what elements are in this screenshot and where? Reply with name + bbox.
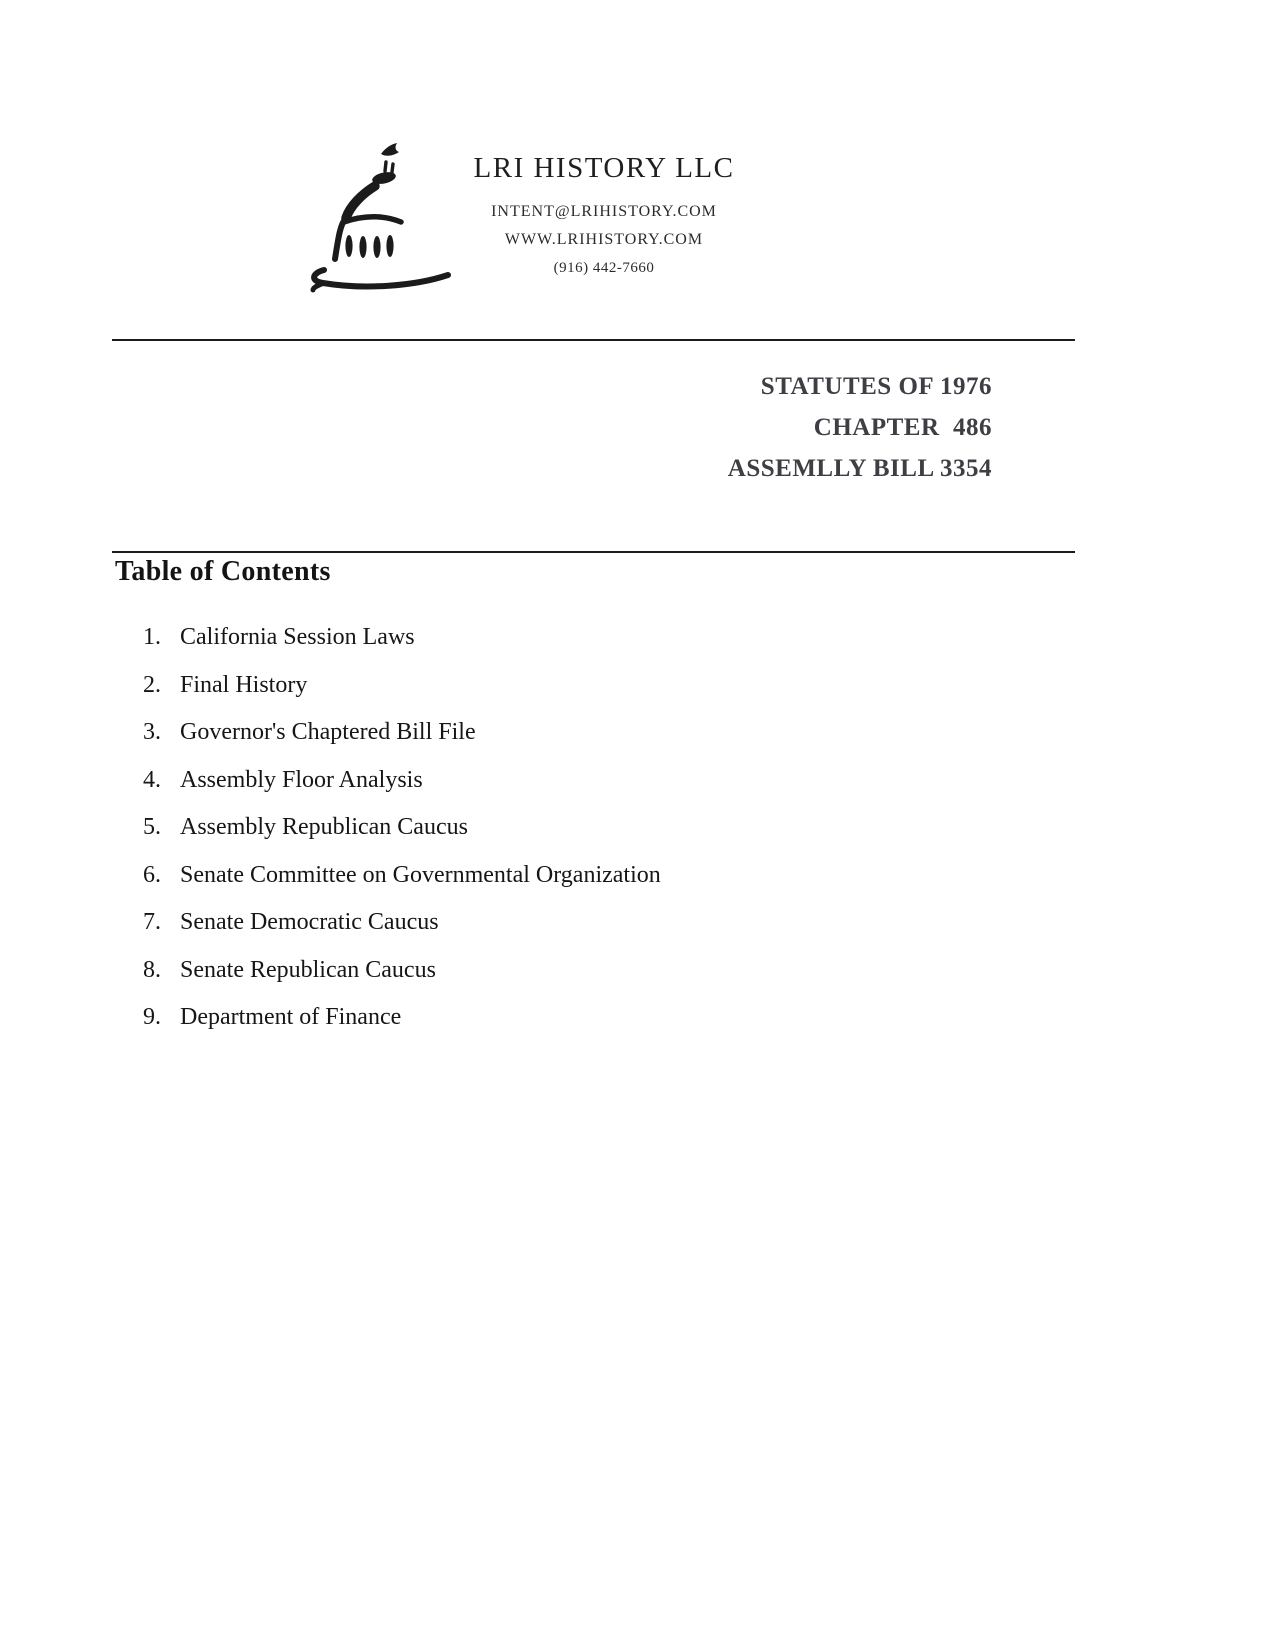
chapter-line: CHAPTER 486 [813,414,992,441]
toc-item-number: 1. [143,624,161,650]
divider-top [112,339,1075,341]
toc-item-number: 3. [143,719,161,745]
letterhead-text [420,152,788,282]
toc-list [143,622,661,1050]
toc-item-number: 2. [143,671,161,698]
toc-item-number: 5. [143,814,161,840]
divider-bottom [112,551,1075,553]
toc-item-label: Department of Finance [180,1004,402,1030]
toc-item-number: 9. [143,1004,161,1030]
toc-item-label: Senate Democratic Caucus [180,909,439,935]
bill-line: ASSEMLLY BILL 3354 [727,455,992,482]
toc-item-label: Assembly Floor Analysis [180,766,423,793]
toc-item-label: Assembly Republican Caucus [180,814,468,840]
toc-item-label: Senate Committee on Governmental Organization [180,861,661,888]
toc-title: Table of Contents [115,556,331,587]
toc-item-label: Senate Republican Caucus [180,956,436,983]
toc-item [143,717,661,747]
toc-item-label: California Session Laws [180,624,415,650]
phone-number: (916) 442-7660 [553,260,655,276]
company-name: LRI HISTORY LLC [473,152,735,184]
toc-item-label: Governor's Chaptered Bill File [180,719,476,745]
toc-item [143,907,661,937]
toc-item-label: Final History [180,671,308,698]
toc-item-number: 7. [143,909,161,935]
toc-item [143,670,661,700]
toc-item [143,1002,661,1032]
statute-reference [728,366,992,489]
toc-item-number: 6. [143,861,161,888]
toc-item-number: 4. [143,766,161,793]
toc-item [143,622,661,652]
toc-item [143,955,661,985]
website-url: WWW.LRIHISTORY.COM [504,231,704,248]
email-address: INTENT@LRIHISTORY.COM [491,203,717,220]
toc-item-number: 8. [143,956,161,983]
toc-item [143,812,661,842]
toc-item [143,765,661,795]
toc-item [143,860,661,890]
statutes-line: STATUTES OF 1976 [760,373,992,400]
